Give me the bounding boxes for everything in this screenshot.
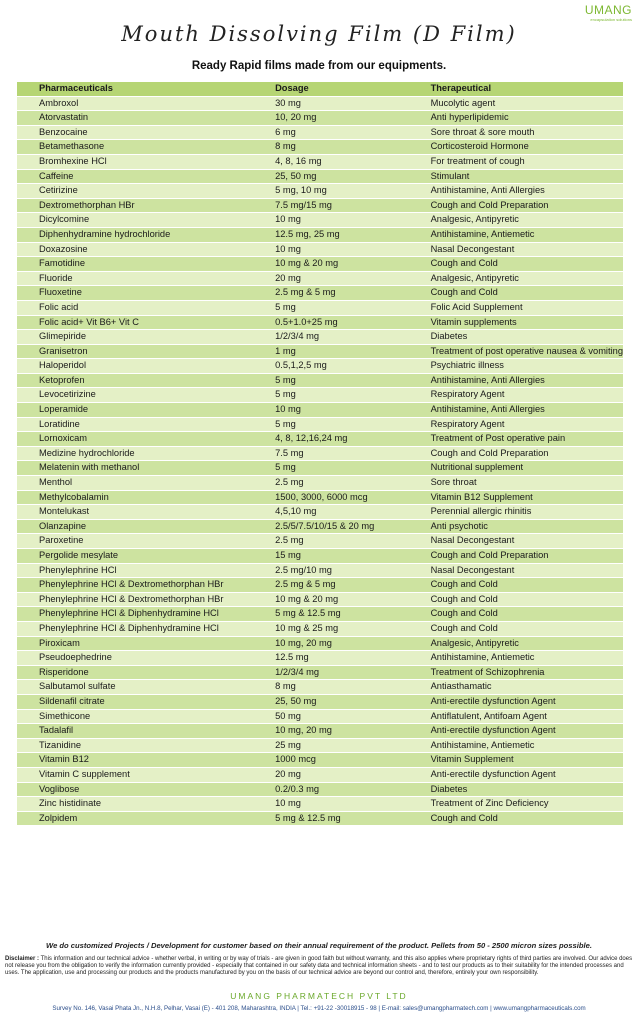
cell-therapeutical: Folic Acid Supplement: [409, 300, 623, 315]
cell-pharmaceutical: Granisetron: [17, 344, 253, 359]
cell-therapeutical: Analgesic, Antipyretic: [409, 636, 623, 651]
cell-therapeutical: Sore throat: [409, 476, 623, 491]
cell-dosage: 5 mg: [253, 388, 408, 403]
table-row: [17, 753, 623, 768]
cell-therapeutical: Diabetes: [409, 782, 623, 797]
cell-dosage: 1500, 3000, 6000 mcg: [253, 490, 408, 505]
cell-pharmaceutical: Zinc histidinate: [17, 797, 253, 812]
cell-pharmaceutical: Betamethasone: [17, 140, 253, 155]
cell-pharmaceutical: Benzocaine: [17, 125, 253, 140]
cell-dosage: 8 mg: [253, 140, 408, 155]
cell-dosage: 12.5 mg, 25 mg: [253, 227, 408, 242]
cell-therapeutical: Vitamin supplements: [409, 315, 623, 330]
cell-pharmaceutical: Montelukast: [17, 505, 253, 520]
cell-dosage: 25, 50 mg: [253, 169, 408, 184]
cell-pharmaceutical: Phenylephrine HCl & Diphenhydramine HCl: [17, 607, 253, 622]
table-row: [17, 446, 623, 461]
cell-therapeutical: Anti-erectile dysfunction Agent: [409, 694, 623, 709]
table-row: [17, 621, 623, 636]
cell-therapeutical: Cough and Cold Preparation: [409, 198, 623, 213]
cell-pharmaceutical: Bromhexine HCl: [17, 154, 253, 169]
cell-dosage: 10 mg: [253, 242, 408, 257]
cell-pharmaceutical: Simethicone: [17, 709, 253, 724]
table-row: [17, 286, 623, 301]
cell-therapeutical: Antiasthamatic: [409, 680, 623, 695]
customized-projects-note: We do customized Projects / Development for customer based on their annual requirement of the product. Pellets from 50 - 2500 micron sizes possible.: [46, 941, 592, 950]
table-row: [17, 636, 623, 651]
cell-pharmaceutical: Dicylcomine: [17, 213, 253, 228]
header-dosage: Dosage: [253, 82, 408, 96]
cell-pharmaceutical: Folic acid+ Vit B6+ Vit C: [17, 315, 253, 330]
cell-dosage: 4,5,10 mg: [253, 505, 408, 520]
cell-therapeutical: Cough and Cold: [409, 578, 623, 593]
cell-dosage: 12.5 mg: [253, 651, 408, 666]
cell-therapeutical: Anti psychotic: [409, 519, 623, 534]
cell-dosage: 7.5 mg: [253, 446, 408, 461]
cell-therapeutical: Vitamin Supplement: [409, 753, 623, 768]
cell-dosage: 20 mg: [253, 767, 408, 782]
cell-dosage: 25 mg: [253, 738, 408, 753]
cell-therapeutical: Anti hyperlipidemic: [409, 111, 623, 126]
table-header-row: [17, 82, 623, 96]
table-row: [17, 767, 623, 782]
table-row: [17, 300, 623, 315]
cell-pharmaceutical: Glimepiride: [17, 330, 253, 345]
table-row: [17, 563, 623, 578]
cell-dosage: 5 mg: [253, 417, 408, 432]
cell-pharmaceutical: Fluoride: [17, 271, 253, 286]
cell-therapeutical: Antihistamine, Antiemetic: [409, 738, 623, 753]
cell-dosage: 2.5/5/7.5/10/15 & 20 mg: [253, 519, 408, 534]
cell-therapeutical: Antiflatulent, Antifoam Agent: [409, 709, 623, 724]
cell-pharmaceutical: Vitamin B12: [17, 753, 253, 768]
table-row: [17, 257, 623, 272]
cell-dosage: 2.5 mg & 5 mg: [253, 578, 408, 593]
cell-pharmaceutical: Loratidine: [17, 417, 253, 432]
table-row: [17, 359, 623, 374]
cell-therapeutical: Cough and Cold: [409, 257, 623, 272]
table-row: [17, 549, 623, 564]
cell-pharmaceutical: Famotidine: [17, 257, 253, 272]
cell-dosage: 4, 8, 12,16,24 mg: [253, 432, 408, 447]
company-name: UMANG PHARMATECH PVT LTD: [230, 991, 408, 1001]
cell-therapeutical: Analgesic, Antipyretic: [409, 271, 623, 286]
cell-therapeutical: Anti-erectile dysfunction Agent: [409, 724, 623, 739]
cell-pharmaceutical: Loperamide: [17, 403, 253, 418]
table-row: [17, 242, 623, 257]
cell-pharmaceutical: Phenylephrine HCl & Dextromethorphan HBr: [17, 592, 253, 607]
cell-therapeutical: Treatment of Zinc Deficiency: [409, 797, 623, 812]
cell-pharmaceutical: Phenylephrine HCl & Diphenhydramine HCl: [17, 621, 253, 636]
table-row: [17, 782, 623, 797]
table-row: [17, 125, 623, 140]
cell-dosage: 5 mg: [253, 461, 408, 476]
cell-therapeutical: Cough and Cold: [409, 621, 623, 636]
table-row: [17, 213, 623, 228]
table-row: [17, 534, 623, 549]
table-row: [17, 140, 623, 155]
cell-pharmaceutical: Sildenafil citrate: [17, 694, 253, 709]
table-row: [17, 505, 623, 520]
logo-name: UMANG: [584, 3, 632, 17]
cell-therapeutical: Treatment of post operative nausea & vomiting: [409, 344, 623, 359]
cell-dosage: 5 mg & 12.5 mg: [253, 811, 408, 826]
disclaimer-label: Disclaimer :: [5, 956, 40, 962]
table-row: [17, 665, 623, 680]
table-row: [17, 490, 623, 505]
cell-therapeutical: Perennial allergic rhinitis: [409, 505, 623, 520]
cell-dosage: 2.5 mg/10 mg: [253, 563, 408, 578]
table-row: [17, 388, 623, 403]
cell-therapeutical: Respiratory Agent: [409, 417, 623, 432]
cell-pharmaceutical: Levocetirizine: [17, 388, 253, 403]
table-row: [17, 111, 623, 126]
table-row: [17, 680, 623, 695]
cell-pharmaceutical: Haloperidol: [17, 359, 253, 374]
cell-pharmaceutical: Cetirizine: [17, 184, 253, 199]
table-row: [17, 476, 623, 491]
table-row: [17, 797, 623, 812]
cell-pharmaceutical: Olanzapine: [17, 519, 253, 534]
cell-dosage: 5 mg & 12.5 mg: [253, 607, 408, 622]
disclaimer-text: This information and our technical advice - whether verbal, in writing or by way of trials - are given in good faith but without warranty, and this also applies where proprietary rights of third parties are involved. Our advice does not release you from the obligation to verify the information currently provided - especially that contained in our safety data and technical information sheets - and to test our products as to their suitability for the intended processes and uses. The application, use and processing our products and the products manufactured by you on the basis of our technical advice are beyond our control and, therefore, entirely your own responsibility.: [5, 956, 633, 976]
table-row: [17, 169, 623, 184]
cell-therapeutical: Antihistamine, Antiemetic: [409, 651, 623, 666]
cell-therapeutical: Treatment of Post operative pain: [409, 432, 623, 447]
cell-therapeutical: Antihistamine, Anti Allergies: [409, 403, 623, 418]
cell-therapeutical: Antihistamine, Anti Allergies: [409, 373, 623, 388]
table-row: [17, 417, 623, 432]
cell-pharmaceutical: Dextromethorphan HBr: [17, 198, 253, 213]
table-body: [17, 96, 623, 826]
cell-therapeutical: Antihistamine, Antiemetic: [409, 227, 623, 242]
cell-pharmaceutical: Menthol: [17, 476, 253, 491]
cell-dosage: 15 mg: [253, 549, 408, 564]
table-row: [17, 811, 623, 826]
page-title: Mouth Dissolving Film (D Film): [121, 22, 517, 46]
cell-pharmaceutical: Lornoxicam: [17, 432, 253, 447]
cell-therapeutical: Cough and Cold: [409, 286, 623, 301]
cell-pharmaceutical: Tadalafil: [17, 724, 253, 739]
cell-dosage: 1000 mcg: [253, 753, 408, 768]
cell-pharmaceutical: Tizanidine: [17, 738, 253, 753]
table-row: [17, 330, 623, 345]
header-pharmaceuticals: Pharmaceuticals: [17, 82, 253, 96]
disclaimer: [5, 956, 633, 977]
table-row: [17, 519, 623, 534]
cell-therapeutical: Antihistamine, Anti Allergies: [409, 184, 623, 199]
cell-dosage: 10 mg, 20 mg: [253, 724, 408, 739]
cell-dosage: 6 mg: [253, 125, 408, 140]
table-row: [17, 578, 623, 593]
table-row: [17, 373, 623, 388]
cell-dosage: 10 mg & 25 mg: [253, 621, 408, 636]
table-row: [17, 709, 623, 724]
table-row: [17, 403, 623, 418]
cell-pharmaceutical: Melatenin with methanol: [17, 461, 253, 476]
cell-dosage: 50 mg: [253, 709, 408, 724]
cell-pharmaceutical: Salbutamol sulfate: [17, 680, 253, 695]
page-subtitle: Ready Rapid films made from our equipments.: [191, 60, 447, 72]
table-row: [17, 198, 623, 213]
cell-dosage: 0.2/0.3 mg: [253, 782, 408, 797]
cell-dosage: 2.5 mg & 5 mg: [253, 286, 408, 301]
cell-pharmaceutical: Medizine hydrochloride: [17, 446, 253, 461]
cell-therapeutical: Corticosteroid Hormone: [409, 140, 623, 155]
table-row: [17, 724, 623, 739]
cell-therapeutical: Treatment of Schizophrenia: [409, 665, 623, 680]
cell-therapeutical: Cough and Cold Preparation: [409, 446, 623, 461]
cell-therapeutical: Cough and Cold Preparation: [409, 549, 623, 564]
cell-dosage: 8 mg: [253, 680, 408, 695]
company-logo: [585, 4, 632, 22]
cell-therapeutical: Respiratory Agent: [409, 388, 623, 403]
cell-dosage: 10 mg & 20 mg: [253, 257, 408, 272]
cell-therapeutical: Analgesic, Antipyretic: [409, 213, 623, 228]
table-row: [17, 461, 623, 476]
logo-tagline: encapsulation solutions: [590, 17, 632, 22]
cell-pharmaceutical: Phenylephrine HCl & Dextromethorphan HBr: [17, 578, 253, 593]
cell-dosage: 10 mg: [253, 403, 408, 418]
cell-dosage: 30 mg: [253, 96, 408, 111]
cell-therapeutical: Anti-erectile dysfunction Agent: [409, 767, 623, 782]
cell-pharmaceutical: Folic acid: [17, 300, 253, 315]
cell-dosage: 0.5+1.0+25 mg: [253, 315, 408, 330]
cell-therapeutical: Stimulant: [409, 169, 623, 184]
cell-dosage: 2.5 mg: [253, 534, 408, 549]
cell-dosage: 7.5 mg/15 mg: [253, 198, 408, 213]
cell-pharmaceutical: Pergolide mesylate: [17, 549, 253, 564]
cell-dosage: 5 mg: [253, 373, 408, 388]
table-row: [17, 344, 623, 359]
cell-pharmaceutical: Atorvastatin: [17, 111, 253, 126]
cell-therapeutical: For treatment of cough: [409, 154, 623, 169]
table-row: [17, 227, 623, 242]
cell-therapeutical: Diabetes: [409, 330, 623, 345]
cell-pharmaceutical: Phenylephrine HCl: [17, 563, 253, 578]
table-row: [17, 592, 623, 607]
cell-therapeutical: Sore throat & sore mouth: [409, 125, 623, 140]
cell-dosage: 1/2/3/4 mg: [253, 665, 408, 680]
cell-therapeutical: Nasal Decongestant: [409, 242, 623, 257]
cell-dosage: 1/2/3/4 mg: [253, 330, 408, 345]
cell-pharmaceutical: Ambroxol: [17, 96, 253, 111]
cell-therapeutical: Vitamin B12 Supplement: [409, 490, 623, 505]
table-row: [17, 154, 623, 169]
cell-therapeutical: Cough and Cold: [409, 811, 623, 826]
products-table: [17, 82, 623, 826]
table-row: [17, 607, 623, 622]
cell-pharmaceutical: Piroxicam: [17, 636, 253, 651]
cell-dosage: 5 mg: [253, 300, 408, 315]
cell-pharmaceutical: Fluoxetine: [17, 286, 253, 301]
table-row: [17, 432, 623, 447]
table-row: [17, 738, 623, 753]
header-therapeutical: Therapeutical: [409, 82, 623, 96]
cell-therapeutical: Nasal Decongestant: [409, 563, 623, 578]
cell-therapeutical: Psychiatric illness: [409, 359, 623, 374]
cell-therapeutical: Nasal Decongestant: [409, 534, 623, 549]
cell-dosage: 2.5 mg: [253, 476, 408, 491]
cell-dosage: 10, 20 mg: [253, 111, 408, 126]
company-address: Survey No. 146, Vasai Phata Jn., N.H.8, Pelhar, Vasai (E) - 401 208, Maharashtra, INDIA | Tel.: +91-22 -30018915 - 98 | E-mail: sales@umangpharmatech.com | www.umangpharmaceuticals.com: [52, 1005, 586, 1012]
cell-dosage: 10 mg: [253, 797, 408, 812]
table-row: [17, 96, 623, 111]
cell-pharmaceutical: Pseudoephedrine: [17, 651, 253, 666]
cell-pharmaceutical: Voglibose: [17, 782, 253, 797]
cell-pharmaceutical: Zolpidem: [17, 811, 253, 826]
cell-pharmaceutical: Caffeine: [17, 169, 253, 184]
table-row: [17, 651, 623, 666]
table-row: [17, 315, 623, 330]
cell-pharmaceutical: Ketoprofen: [17, 373, 253, 388]
cell-pharmaceutical: Paroxetine: [17, 534, 253, 549]
cell-dosage: 20 mg: [253, 271, 408, 286]
cell-therapeutical: Mucolytic agent: [409, 96, 623, 111]
cell-dosage: 25, 50 mg: [253, 694, 408, 709]
cell-pharmaceutical: Diphenhydramine hydrochloride: [17, 227, 253, 242]
cell-dosage: 10 mg, 20 mg: [253, 636, 408, 651]
cell-dosage: 5 mg, 10 mg: [253, 184, 408, 199]
cell-dosage: 0.5,1,2,5 mg: [253, 359, 408, 374]
cell-therapeutical: Nutritional supplement: [409, 461, 623, 476]
cell-pharmaceutical: Vitamin C supplement: [17, 767, 253, 782]
cell-dosage: 10 mg & 20 mg: [253, 592, 408, 607]
cell-therapeutical: Cough and Cold: [409, 592, 623, 607]
table-row: [17, 694, 623, 709]
table-row: [17, 271, 623, 286]
cell-dosage: 4, 8, 16 mg: [253, 154, 408, 169]
cell-pharmaceutical: Risperidone: [17, 665, 253, 680]
cell-therapeutical: Cough and Cold: [409, 607, 623, 622]
cell-dosage: 10 mg: [253, 213, 408, 228]
cell-pharmaceutical: Methylcobalamin: [17, 490, 253, 505]
cell-pharmaceutical: Doxazosine: [17, 242, 253, 257]
cell-dosage: 1 mg: [253, 344, 408, 359]
table-row: [17, 184, 623, 199]
